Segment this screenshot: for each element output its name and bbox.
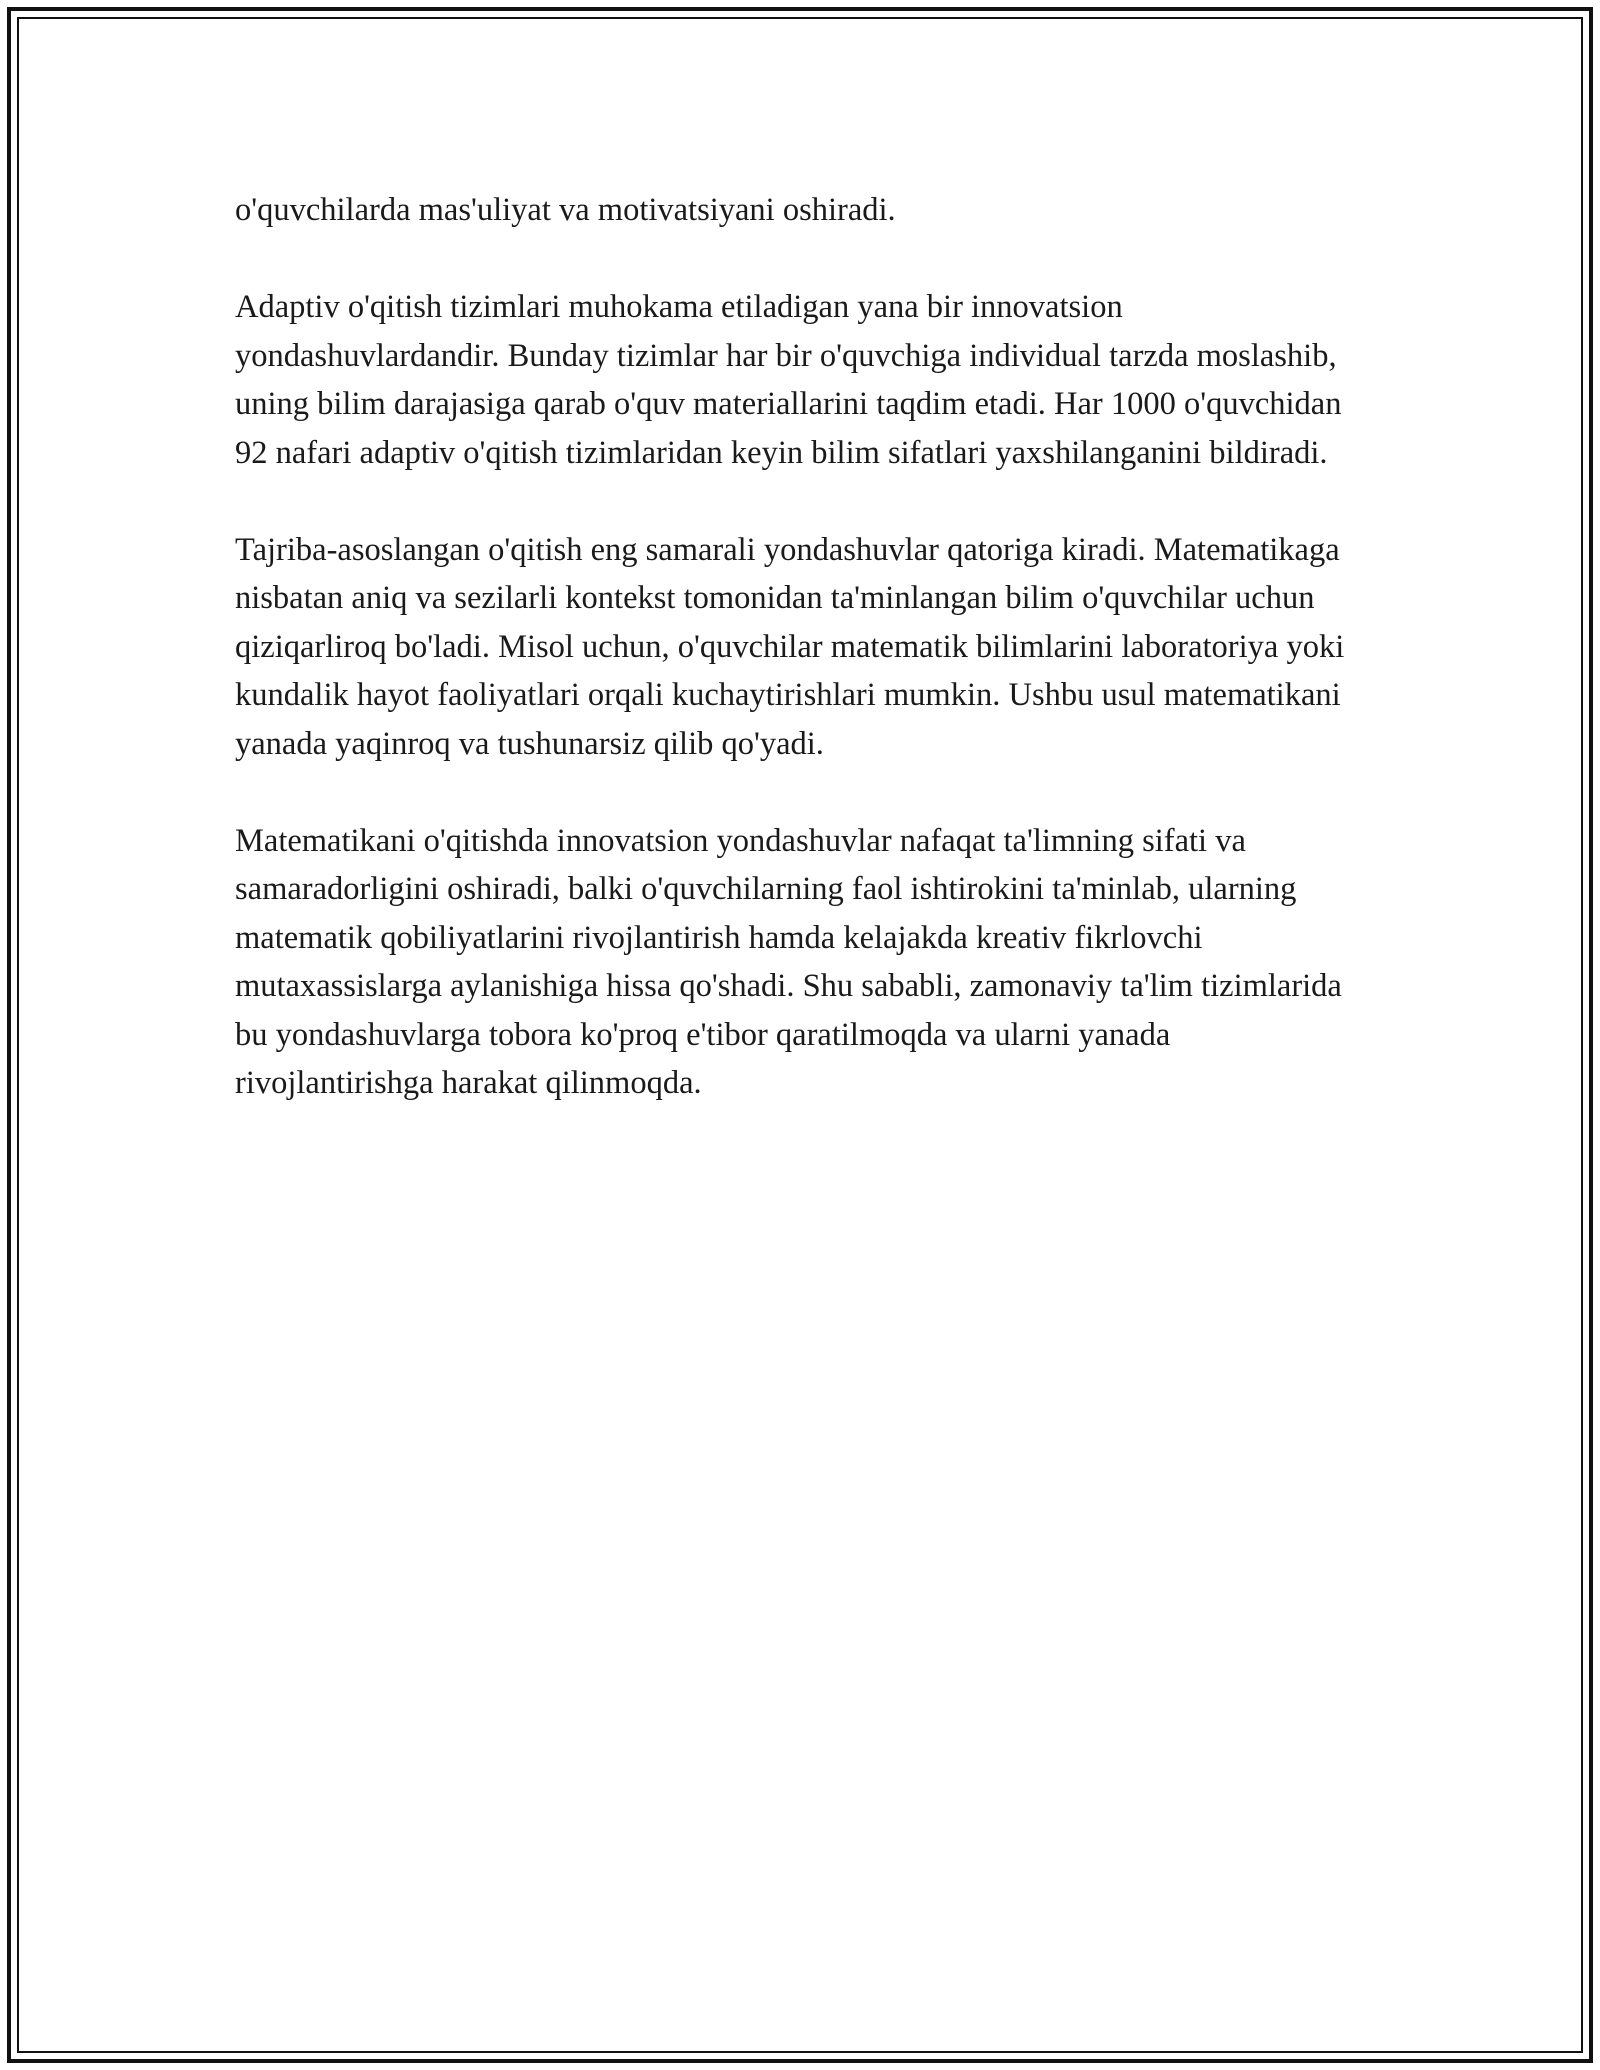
paragraph-2: Adaptiv o'qitish tizimlari muhokama etiladigan yana bir innovatsion yondashuvlardandir. Bunday tizimlar har bir o'quvchiga individual tarzda moslashib, uning bilim darajasiga qarab o'quv materiallarini taqdim etadi. Har 1000 o'quvchidan 92 nafari adaptiv o'qitish tizimlaridan keyin bilim sifatlari yaxshilanganini bildiradi. xyxy=(235,289,1342,471)
paragraph-3: Tajriba-asoslangan o'qitish eng samarali yondashuvlar qatoriga kiradi. Matematikaga nisbatan aniq va sezilarli kontekst tomonidan ta'minlangan bilim o'quvchilar uchun qiziqarliroq bo'ladi. Misol uchun, o'quvchilar matematik bilimlarini laboratoriya yoki kundalik hayot faoliyatlari orqali kuchaytirishlari mumkin. Ushbu usul matematikani yanada yaqinroq va tushunarsiz qilib qo'yadi. xyxy=(235,531,1345,762)
document-body xyxy=(235,186,1365,1108)
paragraph-1: o'quvchilarda mas'uliyat va motivatsiyani oshiradi. xyxy=(235,192,896,228)
paragraph-4: Matematikani o'qitishda innovatsion yondashuvlar nafaqat ta'limning sifati va samaradorligini oshiradi, balki o'quvchilarning faol ishtirokini ta'minlab, ularning matematik qobiliyatlarini rivojlantirish hamda kelajakda kreativ fikrlovchi mutaxassislarga aylanishiga hissa qo'shadi. Shu sababli, zamonaviy ta'lim tizimlarida bu yondashuvlarga tobora ko'proq e'tibor qaratilmoqda va ularni yanada rivojlantirishga harakat qilinmoqda. xyxy=(235,822,1342,1101)
